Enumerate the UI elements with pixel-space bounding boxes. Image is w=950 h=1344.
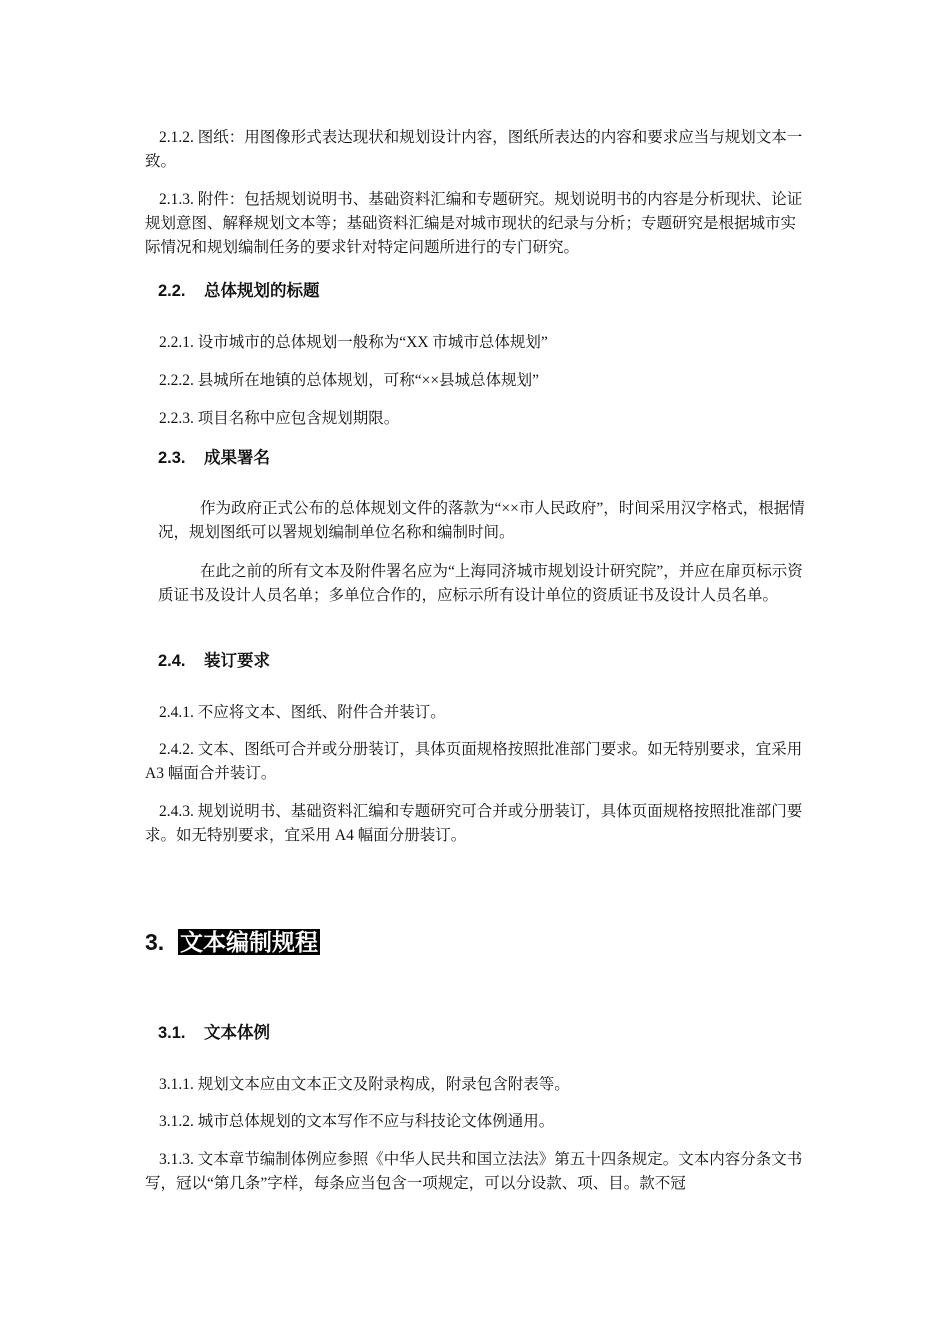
heading-number: 2.2. (158, 282, 186, 300)
heading-title: 文本编制规程 (180, 929, 318, 955)
heading-number: 2.4. (158, 652, 186, 670)
paragraph-3-1-3: 3.1.3. 文本章节编制体例应参照《中华人民共和国立法法》第五十四条规定。文本内容分条文书写，冠以“第几条”字样，每条应当包含一项规定，可以分设款、项、目。款不冠 (145, 1151, 803, 1192)
heading-number: 3. (145, 929, 165, 955)
heading-title: 文本体例 (204, 1024, 270, 1042)
heading-2-2 (158, 277, 320, 301)
paragraph-2-4-1: 2.4.1. 不应将文本、图纸、附件合并装订。 (159, 704, 446, 721)
paragraph-2-3-authorship: 在此之前的所有文本及附件署名应为“上海同济城市规划设计研究院”，并应在扉页标示资质证书及设计人员名单；多单位合作的，应标示所有设计单位的资质证书及设计人员名单。 (158, 563, 803, 604)
heading-number: 2.3. (158, 449, 186, 467)
paragraph-2-2-2: 2.2.2. 县城所在地镇的总体规划，可称“××县城总体规划” (159, 372, 539, 389)
heading-3-1 (158, 1019, 270, 1043)
paragraph-3-1-2: 3.1.2. 城市总体规划的文本写作不应与科技论文体例通用。 (159, 1113, 555, 1130)
heading-title: 成果署名 (204, 449, 270, 467)
paragraph-2-3-signature: 作为政府正式公布的总体规划文件的落款为“××市人民政府”，时间采用汉字格式，根据情况，规划图纸可以署规划编制单位名称和编制时间。 (158, 500, 805, 541)
paragraph-2-2-3: 2.2.3. 项目名称中应包含规划期限。 (159, 410, 400, 427)
paragraph-2-1-3: 2.1.3. 附件：包括规划说明书、基础资料汇编和专题研究。规划说明书的内容是分析现状、论证规划意图、解释规划文本等；基础资料汇编是对城市现状的纪录与分析；专题研究是根据城市实际情况和规划编制任务的要求针对特定问题所进行的专门研究。 (145, 191, 803, 256)
paragraph-2-2-1: 2.2.1. 设市城市的总体规划一般称为“XX 市城市总体规划” (159, 334, 548, 351)
paragraph-2-4-3: 2.4.3. 规划说明书、基础资料汇编和专题研究可合并或分册装订，具体页面规格按照批准部门要求。如无特别要求，宜采用 A4 幅面分册装订。 (145, 803, 803, 844)
heading-title: 总体规划的标题 (204, 282, 320, 300)
heading-2-3 (158, 444, 270, 468)
paragraph-2-1-2: 2.1.2. 图纸：用图像形式表达现状和规划设计内容，图纸所表达的内容和要求应当与规划文本一致。 (145, 129, 803, 170)
heading-3 (145, 924, 320, 957)
heading-title: 装订要求 (204, 652, 270, 670)
heading-2-4 (158, 647, 270, 671)
paragraph-2-4-2: 2.4.2. 文本、图纸可合并或分册装订，具体页面规格按照批准部门要求。如无特别要求，宜采用 A3 幅面合并装订。 (145, 741, 803, 782)
paragraph-3-1-1: 3.1.1. 规划文本应由文本正文及附录构成，附录包含附表等。 (159, 1076, 570, 1093)
heading-number: 3.1. (158, 1024, 186, 1042)
